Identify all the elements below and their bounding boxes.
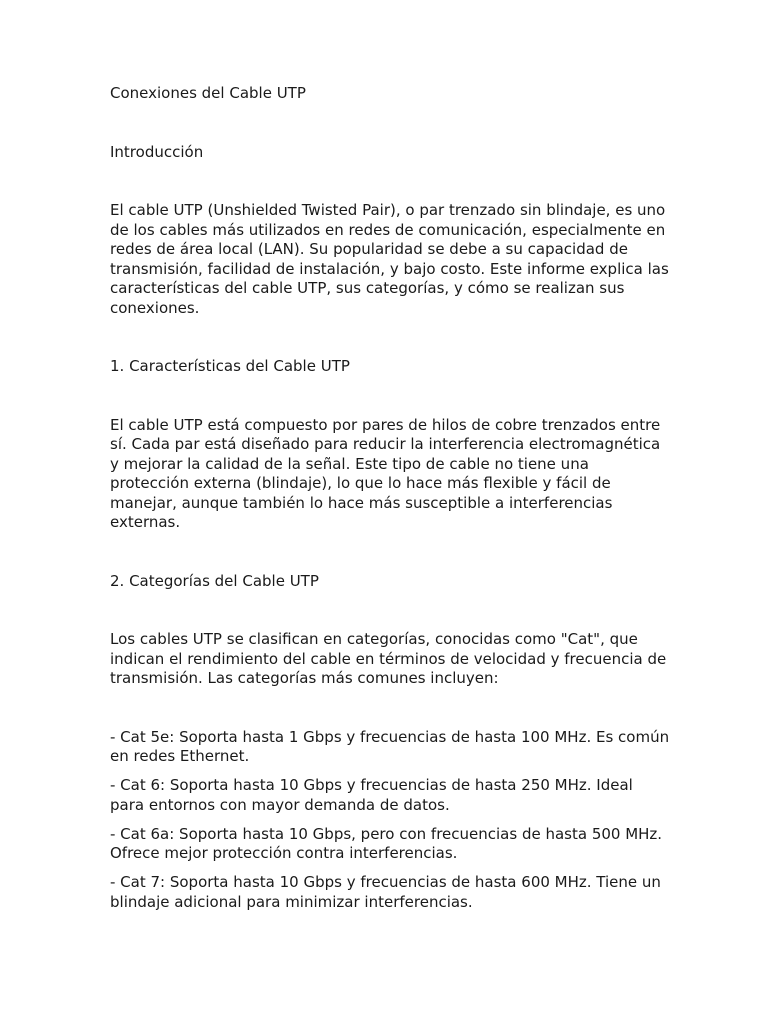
- section2-heading: 2. Categorías del Cable UTP: [110, 571, 319, 590]
- intro-heading: Introducción: [110, 142, 204, 161]
- category-list: [110, 728, 670, 913]
- list-item-cat6: - Cat 6: Soporta hasta 10 Gbps y frecuencias de hasta 250 MHz. Ideal para entornos con mayor demanda de datos.: [110, 776, 633, 814]
- intro-paragraph: El cable UTP (Unshielded Twisted Pair), o par trenzado sin blindaje, es uno de los cables más utilizados en redes de comunicación, especialmente en redes de área local (LAN). Su popularidad se debe a su capacidad de transmisión, facilidad de instalación, y bajo costo. Este informe explica las características del cable UTP, sus categorías, y cómo se realizan sus conexiones.: [110, 201, 669, 317]
- section1-paragraph: El cable UTP está compuesto por pares de hilos de cobre trenzados entre sí. Cada par está diseñado para reducir la interferencia electromagnética y mejorar la calidad de la señal. Este tipo de cable no tiene una protección externa (blindaje), lo que lo hace más flexible y fácil de manejar, aunque también lo hace más susceptible a interferencias externas.: [110, 415, 661, 531]
- document-page: [110, 84, 670, 922]
- list-item-cat6a: - Cat 6a: Soporta hasta 10 Gbps, pero con frecuencias de hasta 500 MHz. Ofrece mejor protección contra interferencias.: [110, 824, 663, 862]
- section2-paragraph: Los cables UTP se clasifican en categorías, conocidas como "Cat", que indican el rendimiento del cable en términos de velocidad y frecuencia de transmisión. Las categorías más comunes incluyen:: [110, 630, 667, 687]
- list-item-cat5e: - Cat 5e: Soporta hasta 1 Gbps y frecuencias de hasta 100 MHz. Es común en redes Ethernet.: [110, 727, 670, 765]
- document-title: Conexiones del Cable UTP: [110, 84, 306, 102]
- section1-heading: 1. Características del Cable UTP: [110, 357, 350, 375]
- list-item-cat7: - Cat 7: Soporta hasta 10 Gbps y frecuencias de hasta 600 MHz. Tiene un blindaje adicional para minimizar interferencias.: [110, 873, 661, 911]
